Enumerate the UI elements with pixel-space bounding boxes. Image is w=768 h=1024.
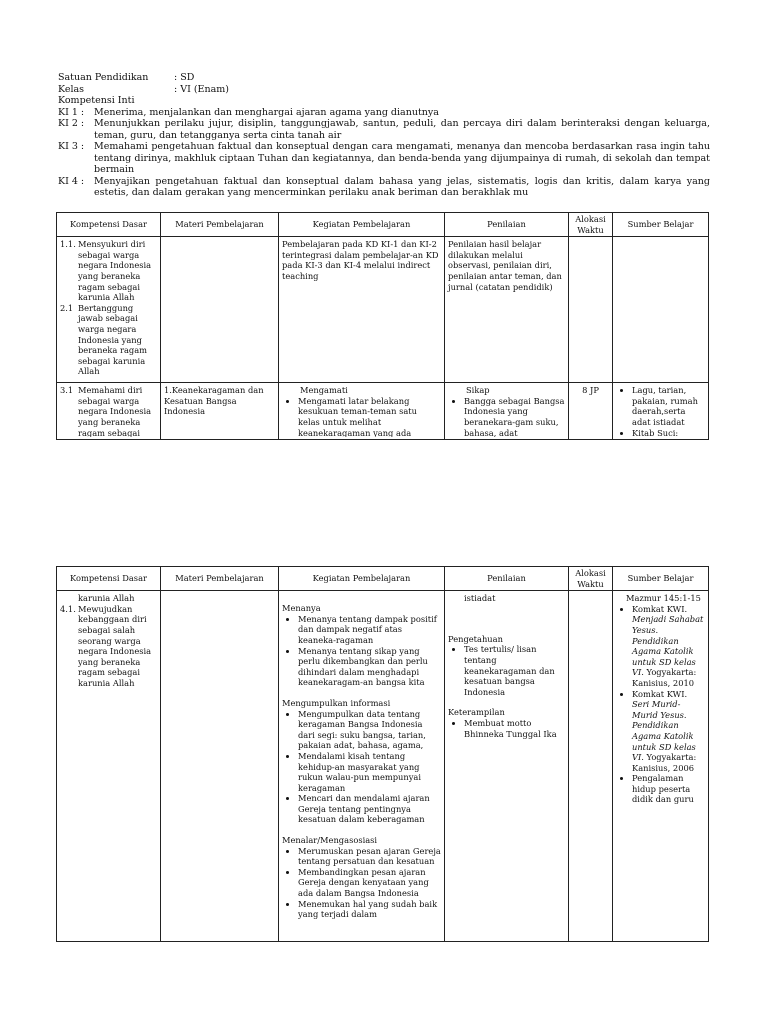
ki-3: KI 3 : Memahami pengetahuan faktual dan konseptual dengan cara mengamati, menanya dan mencoba berdasarkan rasa ingin tahu tentang dirinya, makhluk ciptaan Tuhan dan kegiatannya, dan benda-benda yang dijumpainya di rumah, di sekolah dan tempat bermain: [58, 141, 710, 175]
list-item: • Tes tertulis/ lisan tentang keanekaragaman dan kesatuan bangsa Indonesia: [464, 644, 565, 697]
list-item: • Menanya tentang sikap yang perlu dikembangkan dan perlu dihindari dalam menghadapi keanekaragam-an bangsa kita: [298, 646, 441, 688]
menalar-heading: Menalar/Mengasosiasi: [282, 835, 378, 846]
table-row: [57, 237, 709, 383]
satuan-value: : SD: [174, 72, 195, 83]
mengamati-heading: Mengamati: [300, 385, 348, 396]
list-item: • Komkat KWI. Menjadi Sahabat Yesus. Pendidikan Agama Katolik untuk SD kelas VI. Yogyakarta: Kanisius, 2010: [632, 604, 705, 689]
kelas-label: Kelas: [58, 83, 85, 95]
kd-3-1: 3.1 Memahami diri sebagai warga negara Indonesia yang beraneka ragam sebagai: [60, 385, 152, 438]
kd-1-1: 1.1. Mensyukuri diri sebagai warga negara Indonesia yang beraneka ragam sebagai karunia Allah: [60, 239, 152, 303]
list-item: • Membandingkan pesan ajaran Gereja dengan kenyataan yang ada dalam Bangsa Indonesia: [298, 867, 441, 899]
col-kegiatan: Kegiatan Pembelajaran: [279, 213, 445, 237]
col-materi: Materi Pembelajaran: [161, 567, 279, 591]
mazmur-reference: Mazmur 145:1-15: [626, 593, 701, 604]
ki-1: KI 1 : Menerima, menjalankan dan menghargai ajaran agama yang dianutnya: [58, 106, 439, 118]
col-kompetensi-dasar: Kompetensi Dasar: [57, 567, 161, 591]
col-kompetensi-dasar: Kompetensi Dasar: [57, 213, 161, 237]
kd-4-1: 4.1. Mewujudkan kebanggaan diri sebagai salah seorang warga negara Indonesia yang beraneka ragam sebagai karunia Allah: [60, 603, 152, 688]
ki-2: KI 2 : Menunjukkan perilaku jujur, disiplin, tanggungjawab, santun, peduli, dan percaya diri dalam berinteraksi dengan keluarga, teman, guru, dan tetangganya serta cinta tanah air: [58, 118, 710, 141]
list-item: • Menanya tentang dampak positif dan dampak negatif atas keaneka-ragaman: [298, 614, 441, 646]
ki-4: KI 4 : Menyajikan pengetahuan faktual dan konseptual dalam bahasa yang jelas, sistematis, logis dan kritis, dalam karya yang estetis, dan dalam gerakan yang mencerminkan perilaku anak beriman dan berakhlak mu: [58, 175, 710, 198]
materi-keanekaragaman: 1.Keanekaragaman dan Kesatuan Bangsa Indonesia: [164, 385, 264, 417]
table-row: [57, 591, 709, 942]
satuan-label: Satuan Pendidikan: [58, 72, 149, 83]
list-item: • Mengumpulkan data tentang keragaman Bangsa Indonesia dari segi: suku bangsa, tarian, pakaian adat, bahasa, agama,: [298, 709, 441, 751]
col-sumber: Sumber Belajar: [613, 567, 709, 591]
list-item: • Mencari dan mendalami ajaran Gereja tentang pentingnya kesatuan dalam keberagaman: [298, 793, 441, 825]
list-item: • Bangga sebagai Bangsa Indonesia yang beranekara-gam suku, bahasa, adat: [464, 396, 565, 437]
list-item: • Mendalami kisah tentang kehidup-an masyarakat yang rukun walau-pun mempunyai keragaman: [298, 751, 441, 793]
keterampilan-heading: Keterampilan: [448, 707, 505, 718]
list-item: • Kitab Suci:: [632, 428, 705, 438]
list-item: • Menemukan hal yang sudah baik yang terjadi dalam: [298, 899, 441, 920]
table-header-row: [57, 213, 709, 237]
rpp-table-page-1: [56, 212, 709, 440]
col-penilaian: Penilaian: [445, 567, 569, 591]
penilaian-continuation: istiadat: [464, 593, 496, 604]
kd-2-1: 2.1 Bertanggung jawab sebagai warga negara Indonesia yang beraneka ragam sebagai karunia Allah: [60, 302, 148, 377]
document-header: [58, 72, 710, 199]
col-alokasi: Alokasi Waktu: [569, 567, 613, 591]
rpp-table-page-2: [56, 566, 709, 942]
list-item: • Komkat KWI. Seri Murid-Murid Yesus. Pendidikan Agama Katolik untuk SD kelas VI. Yogyakarta: Kanisius, 2006: [632, 689, 705, 774]
sikap-heading: Sikap: [466, 385, 490, 396]
table-row: [57, 383, 709, 440]
kd-continuation: karunia Allah: [78, 593, 135, 604]
alokasi-value: 8 JP: [569, 383, 613, 440]
menanya-heading: Menanya: [282, 603, 321, 614]
table-header-row: [57, 567, 709, 591]
penilaian-hasil-belajar: Penilaian hasil belajar dilakukan melalui observasi, penilaian diri, penilaian antar teman, dan jurnal (catatan pendidik): [445, 237, 569, 383]
col-penilaian: Penilaian: [445, 213, 569, 237]
list-item: • Lagu, tarian, pakaian, rumah daerah,serta adat istiadat: [632, 385, 705, 427]
col-sumber: Sumber Belajar: [613, 213, 709, 237]
kelas-value: : VI (Enam): [174, 83, 229, 95]
mengumpulkan-informasi-heading: Mengumpulkan informasi: [282, 697, 391, 708]
kegiatan-integrasi: Pembelajaran pada KD KI-1 dan KI-2 terintegrasi dalam pembelajar-an KD pada KI-3 dan KI-4 melalui indirect teaching: [279, 237, 445, 383]
col-kegiatan: Kegiatan Pembelajaran: [279, 567, 445, 591]
col-alokasi: Alokasi Waktu: [569, 213, 613, 237]
pengetahuan-heading: Pengetahuan: [448, 633, 503, 644]
list-item: • Mengamati latar belakang kesukuan teman-teman satu kelas untuk melihat keanekaragaman yang ada: [298, 396, 441, 437]
kompetensi-inti-heading: Kompetensi Inti: [58, 95, 135, 106]
col-materi: Materi Pembelajaran: [161, 213, 279, 237]
list-item: • Pengalaman hidup peserta didik dan guru: [632, 773, 705, 805]
list-item: • Membuat motto Bhinneka Tunggal Ika: [464, 718, 565, 739]
list-item: • Merumuskan pesan ajaran Gereja tentang persatuan dan kesatuan: [298, 846, 441, 867]
